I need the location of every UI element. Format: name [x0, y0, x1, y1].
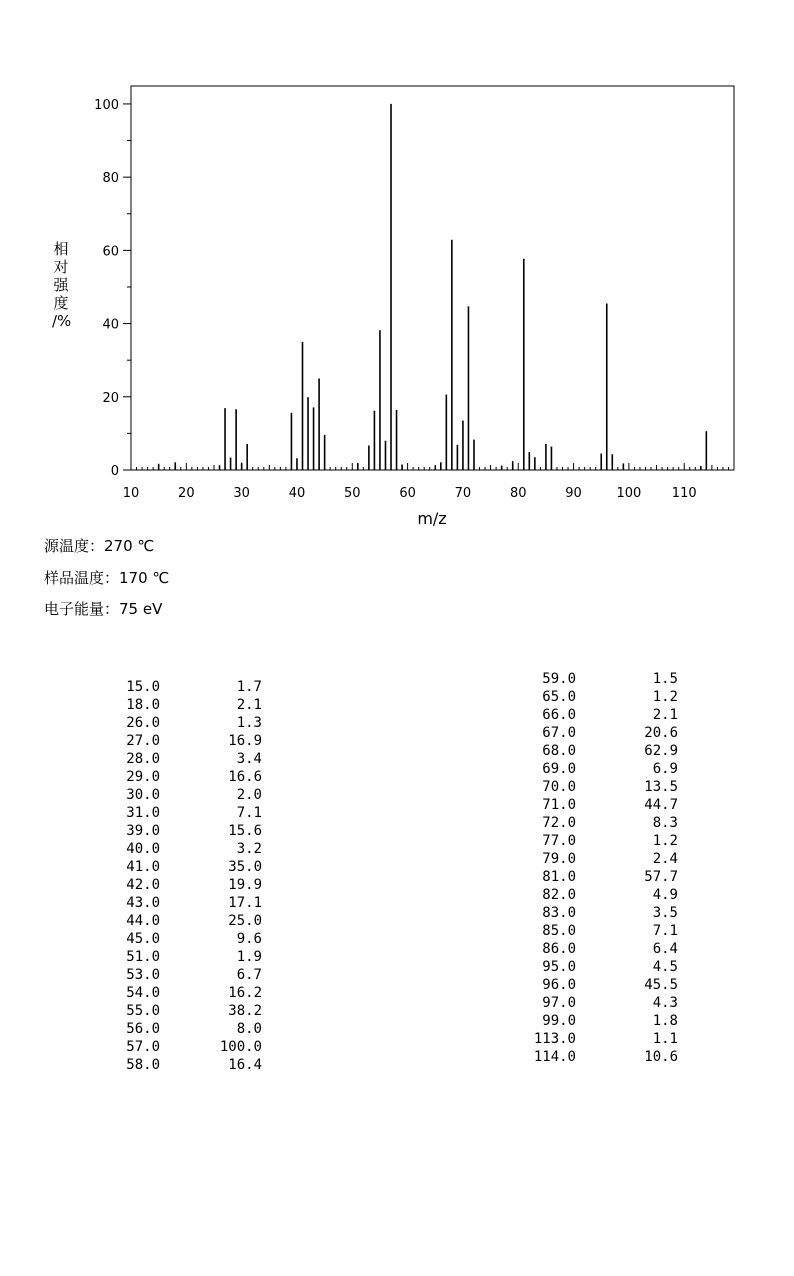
peak-abundance: 45.5: [644, 977, 678, 993]
peak-row: [516, 904, 686, 922]
peak-mz: 31.0: [126, 805, 160, 821]
peak-row: [516, 994, 686, 1012]
peak-mz: 59.0: [542, 671, 576, 687]
x-tick-label: 10: [122, 486, 140, 501]
peak-row: [100, 804, 270, 822]
x-tick-label: 60: [399, 486, 416, 501]
y-axis-label-char: 相: [53, 240, 69, 258]
peak-row: [100, 696, 270, 714]
plot-frame: [131, 86, 734, 470]
peak-abundance: 1.8: [652, 1013, 678, 1029]
peak-row: [516, 958, 686, 976]
peak-abundance: 3.2: [236, 841, 262, 857]
peak-row: [100, 1002, 270, 1020]
peak-row: [516, 922, 686, 940]
peak-mz: 65.0: [542, 689, 576, 705]
y-axis-label-char: 对: [53, 258, 69, 276]
peak-mz: 99.0: [542, 1013, 576, 1029]
x-tick-label: 90: [565, 486, 582, 501]
peak-row: [100, 732, 270, 750]
y-axis-label: [52, 240, 70, 330]
peak-abundance: 2.1: [652, 707, 678, 723]
peak-abundance: 38.2: [228, 1003, 262, 1019]
peak-abundance: 19.9: [228, 877, 262, 893]
peak-row: [516, 706, 686, 724]
peak-abundance: 16.2: [228, 985, 262, 1001]
peak-row: [516, 724, 686, 742]
peak-row: [100, 1038, 270, 1056]
peak-row: [100, 714, 270, 732]
peak-abundance: 7.1: [652, 923, 678, 939]
peak-row: [516, 796, 686, 814]
x-tick-label: 20: [178, 486, 195, 501]
y-tick-label: 60: [102, 244, 119, 260]
peak-abundance: 13.5: [644, 779, 678, 795]
peak-abundance: 1.2: [652, 833, 678, 849]
peak-row: [100, 750, 270, 768]
source-temperature: 源温度：270 ℃: [44, 537, 155, 555]
y-tick-label: 100: [94, 97, 119, 113]
peak-mz: 42.0: [126, 877, 160, 893]
peak-abundance: 7.1: [236, 805, 262, 821]
peak-abundance: 3.5: [652, 905, 678, 921]
peak-abundance: 16.6: [228, 769, 262, 785]
peak-row: [100, 786, 270, 804]
peak-abundance: 17.1: [228, 895, 262, 911]
peak-row: [516, 760, 686, 778]
peak-abundance: 8.0: [236, 1021, 262, 1037]
peak-abundance: 16.9: [228, 733, 262, 749]
peak-abundance: 6.7: [236, 967, 262, 983]
peak-mz: 96.0: [542, 977, 576, 993]
peak-abundance: 8.3: [652, 815, 678, 831]
peak-mz: 57.0: [126, 1039, 160, 1055]
peak-abundance: 4.3: [652, 995, 678, 1011]
peak-mz: 28.0: [126, 751, 160, 767]
peak-mz: 40.0: [126, 841, 160, 857]
peak-mz: 85.0: [542, 923, 576, 939]
peak-row: [100, 1056, 270, 1074]
peak-mz: 44.0: [126, 913, 160, 929]
peak-abundance: 1.7: [236, 679, 262, 695]
peak-row: [516, 778, 686, 796]
peak-abundance: 4.5: [652, 959, 678, 975]
peak-row: [516, 832, 686, 850]
peak-mz: 83.0: [542, 905, 576, 921]
peak-mz: 39.0: [126, 823, 160, 839]
x-tick-label: 70: [454, 486, 472, 501]
peak-mz: 67.0: [542, 725, 576, 741]
peak-abundance: 35.0: [228, 859, 262, 875]
peak-mz: 54.0: [126, 985, 160, 1001]
peak-abundance: 15.6: [228, 823, 262, 839]
peak-mz: 58.0: [126, 1057, 160, 1073]
peak-row: [100, 678, 270, 696]
y-tick-label: 40: [102, 317, 119, 333]
x-tick-label: 30: [233, 486, 250, 501]
peak-abundance: 57.7: [644, 869, 678, 885]
peak-mz: 72.0: [542, 815, 576, 831]
peak-mz: 30.0: [126, 787, 160, 803]
peak-table-left: [100, 678, 270, 1074]
peak-abundance: 44.7: [644, 797, 678, 813]
x-tick-label: 100: [616, 486, 642, 501]
peak-abundance: 2.1: [236, 697, 262, 713]
peak-row: [516, 670, 686, 688]
peak-abundance: 2.0: [236, 787, 262, 803]
peak-row: [516, 688, 686, 706]
peak-abundance: 25.0: [228, 913, 262, 929]
peak-abundance: 16.4: [228, 1057, 262, 1073]
peak-mz: 43.0: [126, 895, 160, 911]
peak-mz: 68.0: [542, 743, 576, 759]
peak-mz: 71.0: [542, 797, 576, 813]
electron-energy: 电子能量：75 eV: [44, 600, 163, 618]
peak-abundance: 3.4: [236, 751, 262, 767]
peak-mz: 27.0: [126, 733, 160, 749]
peak-row: [100, 966, 270, 984]
peak-row: [516, 850, 686, 868]
peak-mz: 97.0: [542, 995, 576, 1011]
peak-mz: 81.0: [542, 869, 576, 885]
peak-mz: 114.0: [533, 1049, 576, 1065]
peak-mz: 41.0: [126, 859, 160, 875]
peak-abundance: 10.6: [644, 1049, 678, 1065]
peak-mz: 18.0: [126, 697, 160, 713]
peak-mz: 113.0: [533, 1031, 576, 1047]
peak-row: [516, 1012, 686, 1030]
peak-mz: 51.0: [126, 949, 160, 965]
peak-abundance: 9.6: [236, 931, 262, 947]
peak-abundance: 1.9: [236, 949, 262, 965]
peak-row: [516, 742, 686, 760]
peak-row: [516, 886, 686, 904]
peak-row: [100, 822, 270, 840]
peak-row: [516, 814, 686, 832]
peak-row: [100, 984, 270, 1002]
peak-abundance: 1.1: [652, 1031, 678, 1047]
y-tick-label: 80: [102, 171, 119, 187]
peak-mz: 69.0: [542, 761, 576, 777]
peak-table-right: [516, 670, 686, 1066]
peak-row: [516, 1030, 686, 1048]
peak-mz: 45.0: [126, 931, 160, 947]
peak-mz: 86.0: [542, 941, 576, 957]
peak-row: [100, 894, 270, 912]
peak-abundance: 20.6: [644, 725, 678, 741]
peak-mz: 79.0: [542, 851, 576, 867]
peak-abundance: 6.4: [652, 941, 678, 957]
peak-row: [516, 940, 686, 958]
peak-mz: 15.0: [126, 679, 160, 695]
peak-mz: 26.0: [126, 715, 160, 731]
peak-abundance: 4.9: [652, 887, 678, 903]
peak-abundance: 62.9: [644, 743, 678, 759]
peak-mz: 77.0: [542, 833, 576, 849]
peak-mz: 95.0: [542, 959, 576, 975]
peak-abundance: 1.2: [652, 689, 678, 705]
peak-abundance: 2.4: [652, 851, 678, 867]
y-axis-label-char: 度: [53, 294, 69, 312]
peak-mz: 53.0: [126, 967, 160, 983]
peak-mz: 70.0: [542, 779, 576, 795]
peak-abundance: 1.3: [236, 715, 262, 731]
peak-mz: 55.0: [126, 1003, 160, 1019]
x-tick-label: 50: [344, 486, 361, 501]
sample-temperature: 样品温度：170 ℃: [44, 569, 170, 587]
peak-mz: 66.0: [542, 707, 576, 723]
peak-row: [516, 868, 686, 886]
peak-row: [100, 858, 270, 876]
y-tick-label: 20: [102, 390, 119, 406]
peak-abundance: 1.5: [652, 671, 678, 687]
peak-mz: 29.0: [126, 769, 160, 785]
x-tick-label: 40: [288, 486, 306, 501]
peak-row: [516, 976, 686, 994]
peak-row: [100, 912, 270, 930]
mass-spectrum-chart: [0, 0, 794, 540]
peak-row: [100, 768, 270, 786]
peak-mz: 82.0: [542, 887, 576, 903]
peak-row: [100, 948, 270, 966]
peak-abundance: 100.0: [219, 1039, 262, 1055]
peak-mz: 56.0: [126, 1021, 160, 1037]
x-tick-label: 110: [671, 486, 697, 501]
peak-row: [516, 1048, 686, 1066]
peak-abundance: 6.9: [652, 761, 678, 777]
peak-row: [100, 930, 270, 948]
x-axis-label: m/z: [417, 509, 447, 528]
peak-row: [100, 1020, 270, 1038]
peak-row: [100, 876, 270, 894]
peak-row: [100, 840, 270, 858]
y-tick-label: 0: [110, 464, 119, 479]
y-axis-label-char: /%: [52, 312, 72, 330]
x-tick-label: 80: [509, 486, 527, 501]
y-axis-label-char: 强: [53, 276, 69, 294]
